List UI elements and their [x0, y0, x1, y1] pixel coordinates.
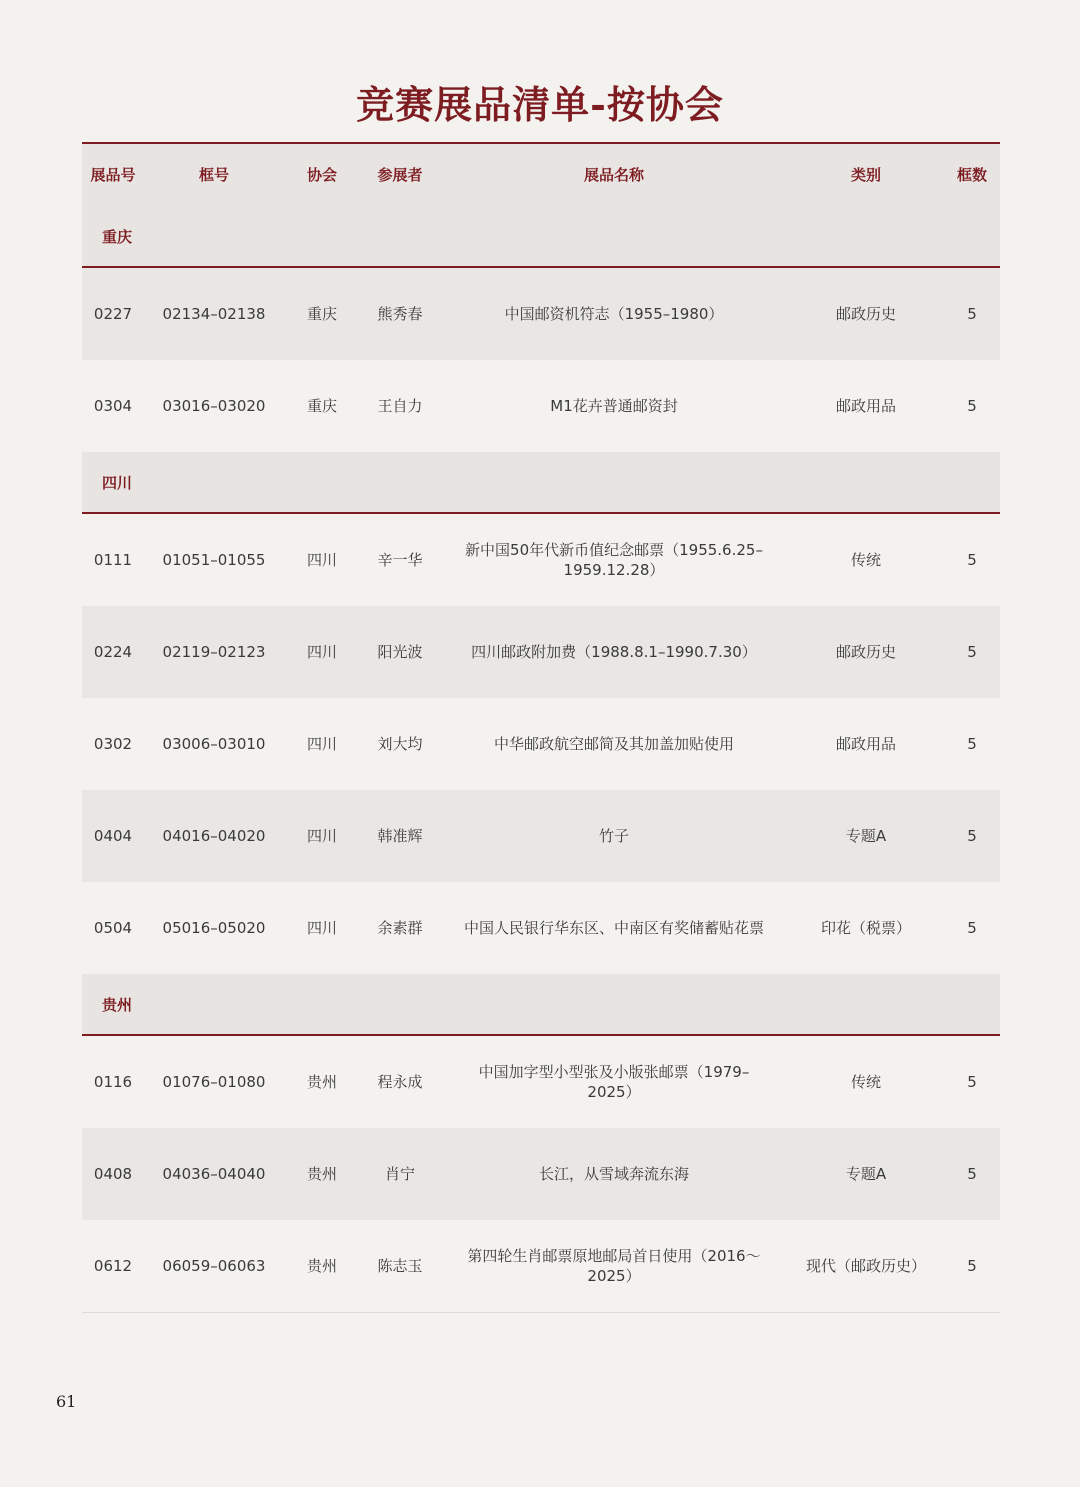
- cell-frame-no: 01076–01080: [162, 1073, 266, 1091]
- cell-exhibitor: 肖宁: [384, 1165, 415, 1183]
- table-row: [82, 360, 1000, 452]
- cell-exhibit-no: 0111: [93, 551, 133, 569]
- cell-frames: 5: [967, 551, 977, 569]
- cell-category: 现代（邮政历史）: [805, 1257, 926, 1275]
- exhibit-table: [82, 142, 1000, 1313]
- cell-category: 专题A: [845, 827, 887, 845]
- cell-category: 邮政用品: [835, 735, 896, 753]
- table-row: [82, 268, 1000, 360]
- cell-exhibit-title: 中国人民银行华东区、中南区有奖储蓄贴花票: [463, 919, 764, 937]
- cell-exhibitor: 韩准辉: [377, 827, 423, 845]
- table-row: [82, 514, 1000, 606]
- cell-association: 重庆: [306, 397, 337, 415]
- cell-frames: 5: [967, 643, 977, 661]
- cell-association: 四川: [306, 643, 337, 661]
- table-row: [82, 882, 1000, 974]
- cell-exhibit-no: 0504: [93, 919, 133, 937]
- table-row: [82, 790, 1000, 882]
- cell-category: 传统: [850, 551, 881, 569]
- cell-frames: 5: [967, 1165, 977, 1183]
- table-row: [82, 1128, 1000, 1220]
- cell-association: 四川: [306, 551, 337, 569]
- header-exhibit-title: 展品名称: [583, 166, 644, 184]
- group-label: 重庆: [102, 227, 133, 246]
- header-association: 协会: [306, 166, 337, 184]
- cell-category: 邮政历史: [835, 305, 896, 323]
- cell-category: 印花（税票）: [820, 919, 911, 937]
- cell-exhibit-no: 0224: [93, 643, 133, 661]
- cell-exhibit-no: 0612: [93, 1257, 133, 1275]
- table-row: [82, 606, 1000, 698]
- header-category: 类别: [850, 166, 881, 184]
- group-row: [82, 206, 1000, 268]
- cell-association: 四川: [306, 827, 337, 845]
- table-header: [82, 144, 1000, 206]
- cell-exhibitor: 陈志玉: [377, 1257, 423, 1275]
- cell-frame-no: 04016–04020: [162, 827, 266, 845]
- cell-association: 重庆: [306, 305, 337, 323]
- cell-exhibitor: 余素群: [377, 919, 423, 937]
- group-label: 贵州: [102, 995, 133, 1014]
- cell-exhibitor: 王自力: [377, 397, 423, 415]
- cell-frames: 5: [967, 827, 977, 845]
- cell-exhibit-title: 长江，从雪域奔流东海: [538, 1165, 689, 1183]
- cell-association: 贵州: [306, 1165, 337, 1183]
- cell-category: 专题A: [845, 1165, 887, 1183]
- cell-frame-no: 03016–03020: [162, 397, 266, 415]
- cell-frame-no: 06059–06063: [162, 1257, 266, 1275]
- cell-exhibitor: 辛一华: [377, 551, 423, 569]
- cell-exhibit-no: 0116: [93, 1073, 133, 1091]
- cell-frame-no: 02134–02138: [162, 305, 266, 323]
- header-frames: 框数: [956, 166, 987, 184]
- cell-exhibit-no: 0227: [93, 305, 133, 323]
- group-label: 四川: [102, 473, 133, 492]
- cell-exhibitor: 程永成: [377, 1073, 423, 1091]
- cell-exhibitor: 阳光波: [377, 643, 423, 661]
- cell-frame-no: 05016–05020: [162, 919, 266, 937]
- cell-association: 贵州: [306, 1257, 337, 1275]
- cell-association: 贵州: [306, 1073, 337, 1091]
- table-row: [82, 698, 1000, 790]
- cell-frames: 5: [967, 397, 977, 415]
- cell-exhibit-title: 中国加字型小型张及小版张邮票（1979–2025）: [478, 1063, 750, 1101]
- cell-association: 四川: [306, 919, 337, 937]
- cell-exhibit-no: 0302: [93, 735, 133, 753]
- cell-frame-no: 01051–01055: [162, 551, 266, 569]
- cell-frame-no: 04036–04040: [162, 1165, 266, 1183]
- page-number: 61: [56, 1392, 77, 1411]
- header-exhibit-no: 展品号: [90, 166, 136, 184]
- cell-exhibit-title: 第四轮生肖邮票原地邮局首日使用（2016～2025）: [467, 1247, 761, 1285]
- cell-exhibit-no: 0304: [93, 397, 133, 415]
- table-row: [82, 1220, 1000, 1313]
- cell-exhibit-title: 新中国50年代新币值纪念邮票（1955.6.25–1959.12.28）: [465, 541, 763, 579]
- cell-frames: 5: [967, 1073, 977, 1091]
- header-frame-no: 框号: [198, 166, 229, 184]
- cell-exhibitor: 刘大均: [377, 735, 423, 753]
- header-exhibitor: 参展者: [377, 166, 423, 184]
- cell-exhibit-title: 中华邮政航空邮简及其加盖加贴使用: [493, 735, 734, 753]
- cell-exhibit-no: 0408: [93, 1165, 133, 1183]
- cell-category: 传统: [850, 1073, 881, 1091]
- cell-frame-no: 02119–02123: [162, 643, 266, 661]
- cell-exhibit-title: 竹子: [598, 827, 629, 845]
- cell-frames: 5: [967, 919, 977, 937]
- cell-frame-no: 03006–03010: [162, 735, 266, 753]
- page-title: 竞赛展品清单-按协会: [356, 82, 724, 127]
- cell-category: 邮政用品: [835, 397, 896, 415]
- cell-exhibit-title: M1花卉普通邮资封: [550, 397, 678, 415]
- group-row: [82, 974, 1000, 1036]
- group-row: [82, 452, 1000, 514]
- cell-association: 四川: [306, 735, 337, 753]
- cell-category: 邮政历史: [835, 643, 896, 661]
- cell-exhibitor: 熊秀春: [377, 305, 423, 323]
- table-row: [82, 1036, 1000, 1128]
- cell-frames: 5: [967, 305, 977, 323]
- cell-exhibit-title: 中国邮资机符志（1955–1980）: [504, 305, 724, 323]
- cell-exhibit-no: 0404: [93, 827, 133, 845]
- cell-exhibit-title: 四川邮政附加费（1988.8.1–1990.7.30）: [471, 643, 757, 661]
- cell-frames: 5: [967, 735, 977, 753]
- cell-frames: 5: [967, 1257, 977, 1275]
